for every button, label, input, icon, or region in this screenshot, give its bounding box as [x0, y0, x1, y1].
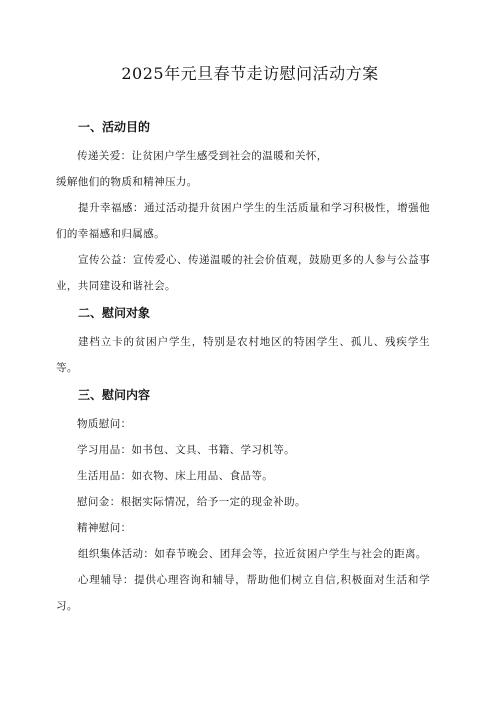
paragraph: 传递关爱：让贫困户学生感受到社会的温暖和关怀，: [77, 150, 328, 162]
section-heading-purpose: 一、活动目的: [78, 120, 151, 134]
document-title: 2025年元旦春节走访慰问活动方案: [121, 64, 379, 83]
paragraph: 慰问金：根据实际情况，给予一定的现金补助。: [77, 496, 306, 508]
document-body: [56, 117, 430, 619]
section-heading-content: 三、慰问内容: [78, 388, 151, 402]
paragraph: 提升幸福感：通过活动提升贫困户学生的生活质量和学习积极性，增强他们的幸福感和归属感。: [56, 202, 430, 240]
paragraph: 学习用品：如书包、文具、书籍、学习机等。: [77, 444, 295, 456]
paragraph: 缓解他们的物质和精神压力。: [56, 176, 198, 188]
paragraph: 宣传公益：宣传爱心、传递温暖的社会价值观，鼓励更多的人参与公益事业，共同建设和谐社会。: [56, 254, 430, 292]
section-heading-targets: 二、慰问对象: [78, 306, 151, 320]
paragraph: 生活用品：如衣物、床上用品、食品等。: [77, 470, 274, 482]
paragraph: 精神慰问：: [77, 522, 132, 534]
paragraph: 物质慰问：: [77, 418, 132, 430]
paragraph: 建档立卡的贫困户学生，特别是农村地区的特困学生、孤儿、残疾学生等。: [56, 336, 430, 374]
paragraph: 组织集体活动：如春节晚会、团拜会等，拉近贫困户学生与社会的距离。: [78, 548, 427, 560]
paragraph: 心理辅导：提供心理咨询和辅导，帮助他们树立自信,积极面对生活和学习。: [56, 574, 430, 612]
